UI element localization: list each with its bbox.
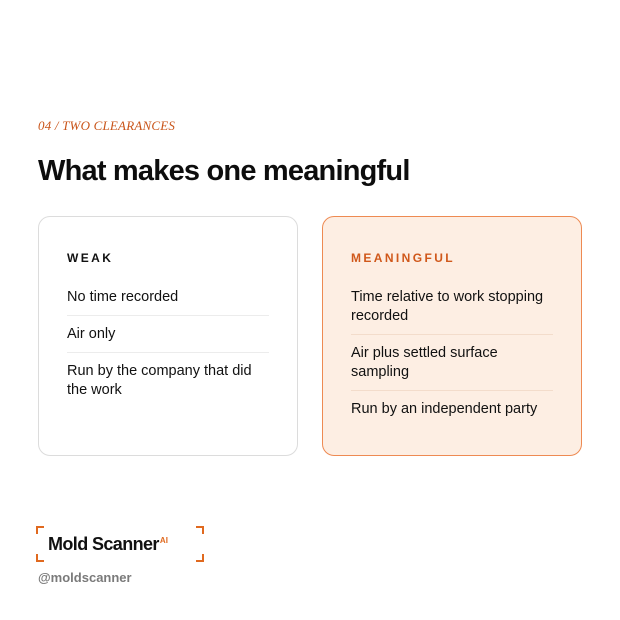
meaningful-card-heading: MEANINGFUL: [351, 251, 455, 265]
brand-name: [48, 534, 168, 555]
brand-name-text: Mold Scanner: [48, 534, 159, 554]
bracket-corner-icon: [196, 554, 204, 562]
brand-logo: [36, 526, 204, 562]
bracket-corner-icon: [36, 554, 44, 562]
weak-item: No time recorded: [67, 289, 179, 305]
meaningful-card: [322, 216, 582, 456]
weak-card: [38, 216, 298, 456]
brand-ai-superscript: AI: [159, 536, 169, 545]
weak-item: Air only: [67, 315, 269, 352]
meaningful-item: Time relative to work stopping recorded: [351, 289, 544, 324]
weak-card-heading: WEAK: [67, 251, 114, 265]
meaningful-item: Run by an independent party: [351, 390, 553, 427]
section-eyebrow: 04 / TWO CLEARANCES: [38, 118, 176, 133]
weak-item: Run by the company that did the work: [67, 352, 269, 408]
bracket-corner-icon: [36, 526, 44, 534]
social-handle: @moldscanner: [38, 570, 132, 585]
page-title: What makes one meaningful: [38, 155, 410, 187]
bracket-corner-icon: [196, 526, 204, 534]
meaningful-item: Air plus settled surface sampling: [351, 334, 553, 390]
